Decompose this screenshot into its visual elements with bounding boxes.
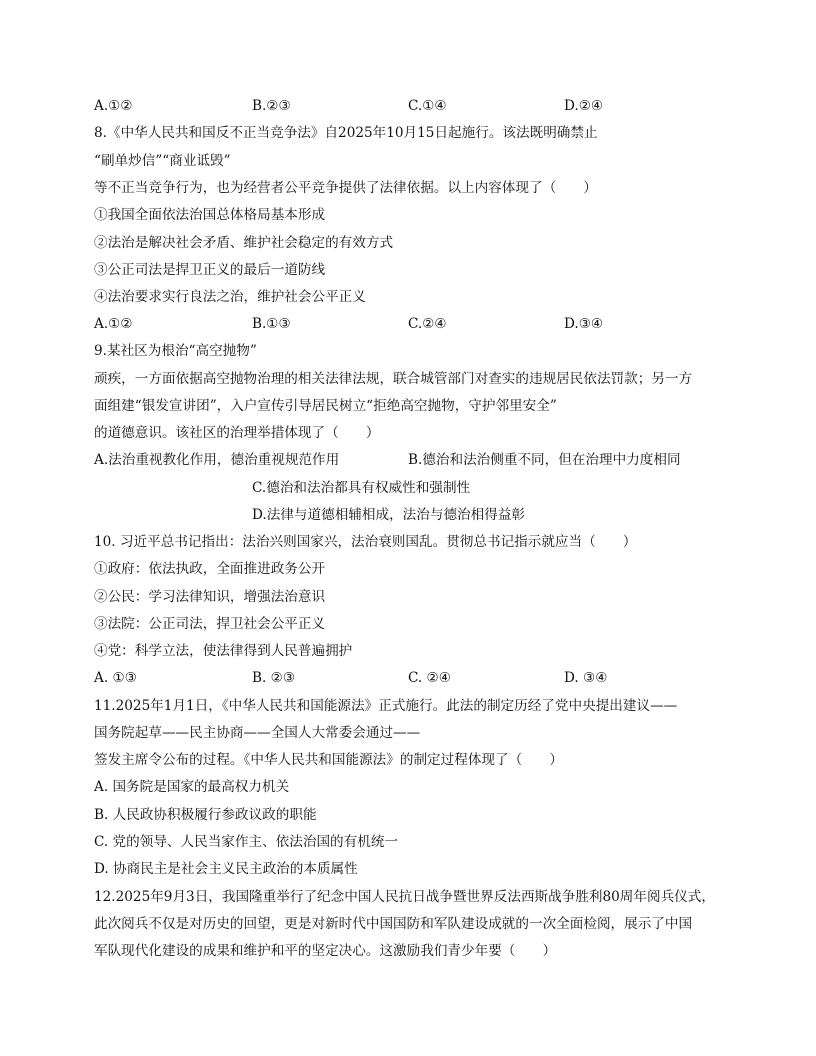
q8-option-b: B.①③ — [252, 316, 291, 332]
q11-option-b: B. 人民政协积极履行参政议政的职能 — [94, 807, 317, 823]
q10-statement-3: ③法院：公正司法，捍卫社会公平正义 — [94, 616, 326, 632]
q7-option-b: B.②③ — [252, 98, 291, 114]
q8-option-d: D.③④ — [564, 316, 604, 332]
q8-stem-line-3: 等不正当竞争行为，也为经营者公平竞争提供了法律依据。以上内容体现了（ ） — [94, 180, 597, 196]
q10-statement-2: ②公民：学习法律知识，增强法治意识 — [94, 589, 326, 605]
q8-stem-line-2: “刷单炒信”“商业诋毁” — [94, 153, 231, 169]
q8-statement-4: ④法治要求实行良法之治，维护社会公平正义 — [94, 289, 366, 305]
q10-statement-1: ①政府：依法执政，全面推进政务公开 — [94, 561, 326, 577]
q7-option-d: D.②④ — [564, 98, 604, 114]
q8-statement-1: ①我国全面依法治国总体格局基本形成 — [94, 207, 326, 223]
q12-stem-line-3: 军队现代化建设的成果和维护和平的坚定决心。这激励我们青少年要（ ） — [94, 943, 557, 959]
q11-stem-line-3: 签发主席令公布的过程。《中华人民共和国能源法》的制定过程体现了（ ） — [94, 752, 563, 768]
q11-stem-line-2: 国务院起草——民主协商——全国人大常委会通过—— — [94, 725, 421, 741]
q9-stem-line-3: 面组建“银发宣讲团”，入户宣传引导居民树立“拒绝高空抛物，守护邻里安全” — [94, 398, 557, 414]
q10-option-d: D. ③④ — [564, 670, 608, 686]
q9-stem-line-4: 的道德意识。该社区的治理举措体现了（ ） — [94, 425, 380, 441]
q11-stem-line-1: 11.2025年1月1日，《中华人民共和国能源法》正式施行。此法的制定历经了党中央提出建议—— — [94, 698, 678, 714]
q8-statement-3: ③公正司法是捍卫正义的最后一道防线 — [94, 262, 326, 278]
q9-option-a: A.法治重视教化作用，德治重视规范作用 — [94, 452, 340, 468]
q11-option-c: C. 党的领导、人民当家作主、依法治国的有机统一 — [94, 834, 399, 850]
q12-stem-line-2: 此次阅兵不仅是对历史的回望，更是对新时代中国国防和军队建设成就的一次全面检阅，展示了中国 — [94, 916, 693, 932]
q9-option-c: C.德治和法治都具有权威性和强制性 — [252, 480, 471, 496]
q11-option-d: D. 协商民主是社会主义民主政治的本质属性 — [94, 861, 358, 877]
q10-statement-4: ④党：科学立法，使法律得到人民普遍拥护 — [94, 643, 353, 659]
q11-option-a: A. 国务院是国家的最高权力机关 — [94, 779, 290, 795]
q10-stem-line-1: 10. 习近平总书记指出：法治兴则国家兴，法治衰则国乱。贯彻总书记指示就应当（ ） — [94, 534, 637, 550]
q9-option-b: B.德治和法治侧重不同，但在治理中力度相同 — [408, 452, 681, 468]
q8-stem-line-1: 8.《中华人民共和国反不正当竞争法》自2025年10月15日起施行。该法既明确禁止 — [94, 125, 598, 141]
q8-option-c: C.②④ — [408, 316, 447, 332]
q10-option-a: A. ①③ — [94, 670, 137, 686]
q8-option-a: A.①② — [94, 316, 133, 332]
q10-option-c: C. ②④ — [408, 670, 451, 686]
q9-stem-line-1: 9.某社区为根治“高空抛物” — [94, 343, 257, 359]
q7-option-a: A.①② — [94, 98, 133, 114]
q10-option-b: B. ②③ — [252, 670, 296, 686]
q9-stem-line-2: 顽疾，一方面依据高空抛物治理的相关法律法规，联合城管部门对查实的违规居民依法罚款；另一方 — [94, 371, 693, 387]
q8-statement-2: ②法治是解决社会矛盾、维护社会稳定的有效方式 — [94, 235, 394, 251]
q7-option-c: C.①④ — [408, 98, 447, 114]
q9-option-d: D.法律与道德相辅相成，法治与德治相得益彰 — [252, 507, 526, 523]
q12-stem-line-1: 12.2025年9月3日，我国隆重举行了纪念中国人民抗日战争暨世界反法西斯战争胜利80周年阅兵仪式， — [94, 889, 715, 905]
